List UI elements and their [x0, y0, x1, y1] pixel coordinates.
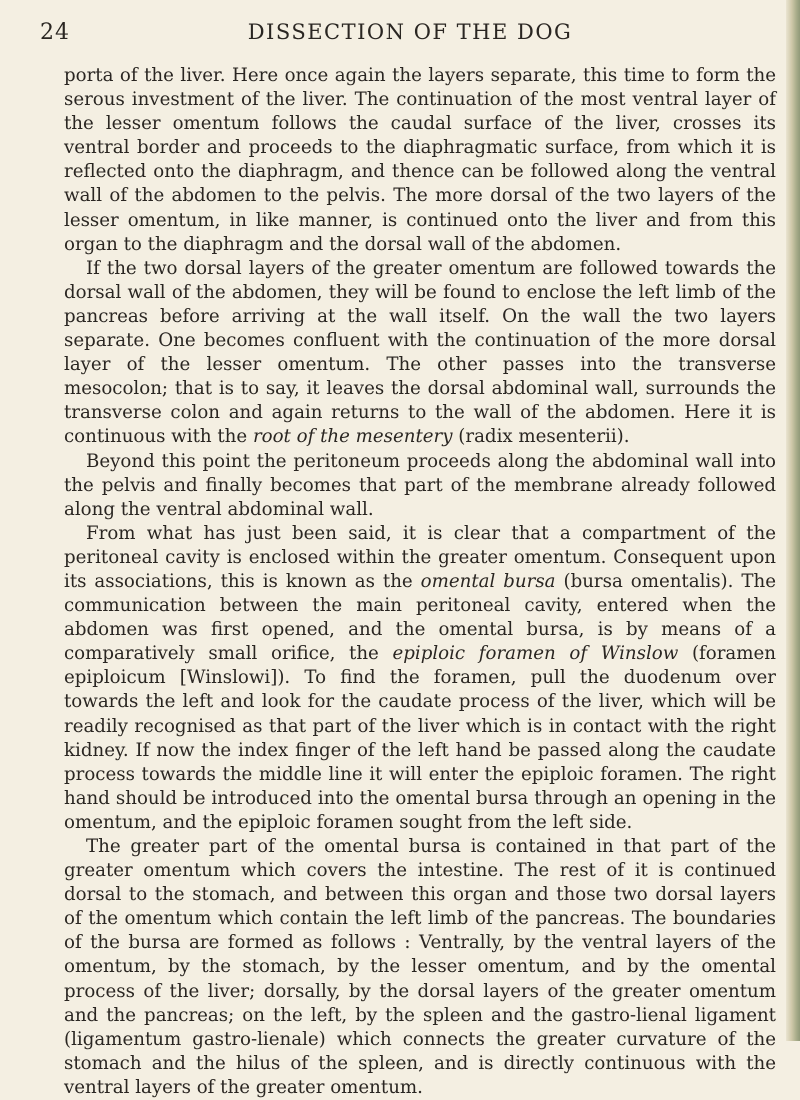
text-run: From what has just been said, it is clear that a compartment of the peritoneal cavity is enclosed within the greater omentum. Consequent upon its associations, this is known as the — [64, 522, 776, 592]
text-run: (bursa omentalis). The communication between the main peritoneal cavity, entered when the abdomen was first opened, and the omental bursa, is by means of a comparatively small orifice, the — [64, 570, 777, 665]
page-edge-shadow — [786, 0, 800, 1041]
italic-term: omental bursa — [420, 570, 556, 592]
text-run: porta of the liver. Here once again the layers separate, this time to form the serous investment of the liver. The continuation of the most ventral layer of the lesser omentum follows the caudal surface of the liver, crosses its ventral border and proceeds to the diaphragmatic surface, from which it is reflected onto the diaphragm, and thence can be followed along the ventral wall of the abdomen to the pelvis. The more dorsal of the two layers of the lesser omentum, in like manner, is continued onto the liver and from this organ to the diaphragm and the dorsal wall of the abdomen. — [64, 65, 776, 255]
text-run: If the two dorsal layers of the greater omentum are followed towards the dorsal wall of the abdomen, they will be found to enclose the left limb of the pancreas before arriving at the wall itself. On the wall the two layers separate. One becomes confluent with the continuation of the more dorsal layer of the lesser omentum. The other passes into the transverse mesocolon; that is to say, it leaves the dorsal abdominal wall, surrounds the transverse colon and again returns to the wall of the abdomen. Here it is continuous with the — [64, 257, 776, 448]
text-run: (foramen epiploicum [Winslowi]). To find the foramen, pull the duodenum over towards the left and look for the caudate process of the liver, which will be readily recognised as that part of the liver which is in contact with the right kidney. If now the index finger of the left hand be passed along the caudate process towards the middle line it will enter the epiploic foramen. The right hand should be introduced into the omental bursa through an opening in the omentum, and the epiploic foramen sought from the left side. — [64, 643, 776, 833]
italic-term: root of the mesentery — [252, 426, 453, 448]
body-text — [64, 64, 776, 1100]
text-run: The greater part of the omental bursa is contained in that part of the greater omentum which covers the intestine. The rest of it is continued dorsal to the stomach, and between this organ and those two dorsal layers of the omentum which contain the left limb of the pancreas. The boundaries of the bursa are formed as follows : Ventrally, by the ventral layers of the omentum, by the stomach, by the lesser omentum, and by the omental process of the liver; dorsally, by the dorsal layers of the greater omentum and the pancreas; on the left, by the spleen and the gastro-lienal ligament (ligamentum gastro-lienale) which connects the greater curvature of the stomach and the hilus of the spleen, and is directly continuous with the ventral layers of the greater omentum. — [64, 836, 776, 1098]
paragraph — [64, 450, 776, 522]
paragraph — [64, 835, 776, 1100]
running-head — [40, 20, 780, 56]
running-title: DISSECTION OF THE DOG — [247, 20, 573, 44]
paragraph — [64, 64, 776, 257]
italic-term: epiploic foramen of Winslow — [392, 643, 679, 665]
text-run: (radix mesenterii). — [452, 426, 630, 448]
text-run: Beyond this point the peritoneum proceeds along the abdominal wall into the pelvis and finally becomes that part of the membrane already followed along the ventral abdominal wall. — [64, 450, 776, 520]
paragraph — [64, 522, 776, 835]
page-number: 24 — [40, 20, 70, 45]
paragraph — [64, 257, 776, 450]
